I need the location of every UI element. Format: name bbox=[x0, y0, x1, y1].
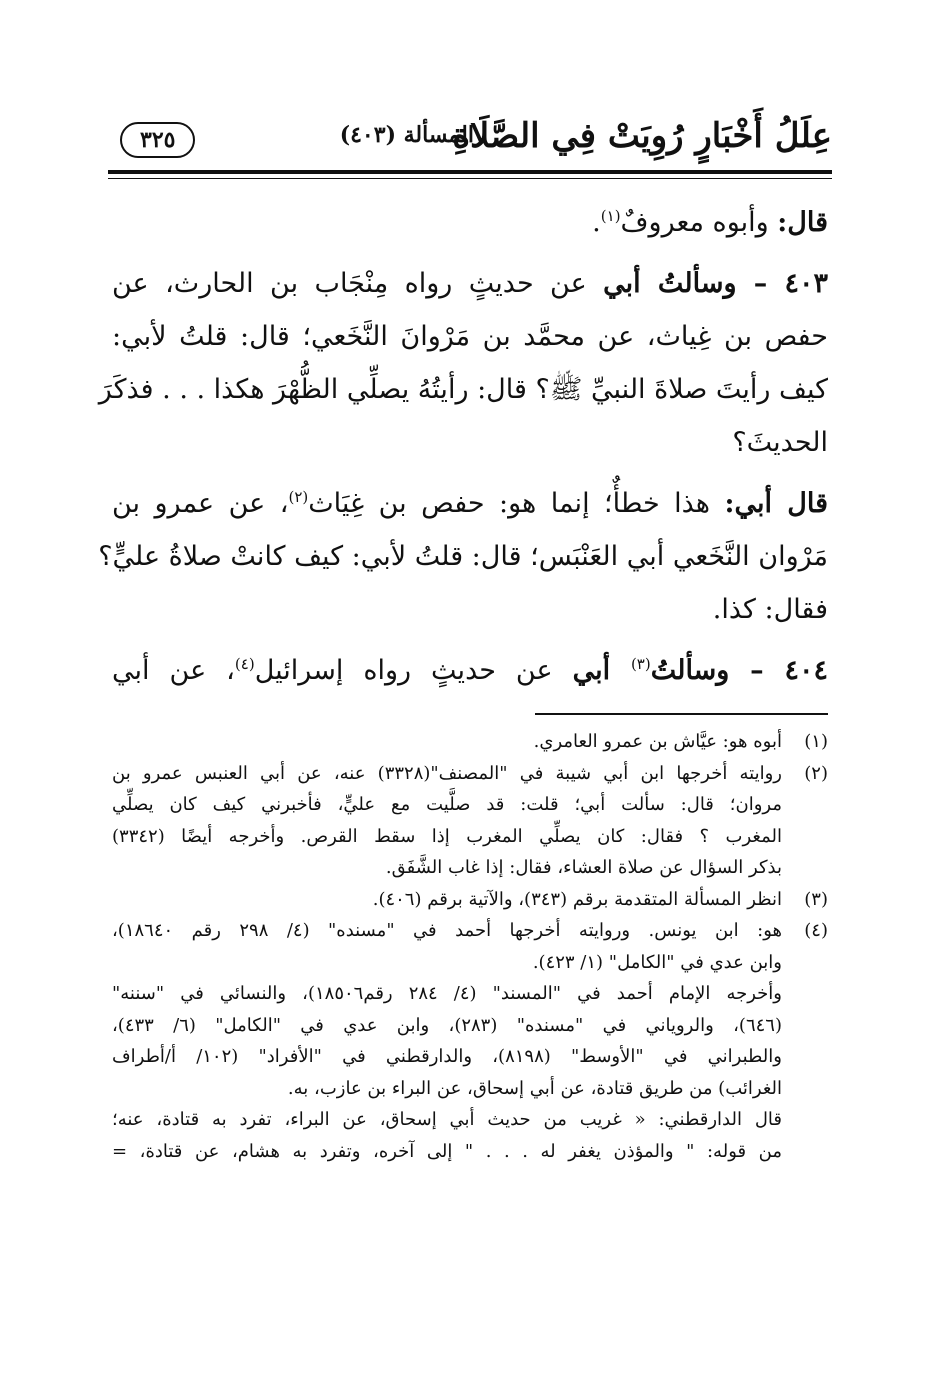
paragraph-403 bbox=[98, 257, 828, 469]
text-span: عن حديثٍ رواه إسرائيل bbox=[254, 655, 573, 686]
text-line bbox=[112, 257, 828, 310]
text-line bbox=[112, 196, 828, 249]
footnote-number: (٣) bbox=[804, 888, 828, 910]
footnote-line: أبوه هو: عيَّاش بن عمرو العامري. bbox=[533, 731, 782, 752]
text-line: مَرْوان النَّخَعي أبي العَنْبَس؛ قال: قلتُ لأبي: كيف كانتْ صلاةُ عليٍّ؟ bbox=[98, 541, 828, 572]
footnote-4 bbox=[112, 915, 828, 1167]
footnote-line: بذكر السؤال عن صلاة العشاء، فقال: إذا غاب الشَّفَق. bbox=[385, 857, 782, 878]
text-span: عن حديثٍ رواه مِنْجَاب بن الحارث، عن bbox=[112, 268, 604, 299]
text-line: فقال: كذا. bbox=[712, 594, 828, 625]
footnote-ref: (٣) bbox=[630, 655, 651, 673]
footnote-line: هو: ابن يونس. وروايته أخرجها أحمد في "مسنده" (٤/ ٢٩٨ رقم ١٨٦٤٠)، bbox=[112, 920, 782, 941]
footnote-ref: (٢) bbox=[288, 488, 309, 506]
footnotes bbox=[112, 726, 828, 1167]
speaker-label: قال أبي: bbox=[724, 488, 828, 519]
main-text bbox=[98, 196, 828, 705]
header-rule-thick bbox=[108, 170, 832, 174]
footnote-line: مروان؛ قال: سألت أبي؛ قلت: قد صلَّيت مع عليٍّ، فأخبرني كيف كان يصلِّي bbox=[112, 794, 782, 815]
question-number: ٤٠٤ – وسألتُ bbox=[650, 655, 828, 686]
text-line: الحديثَ؟ bbox=[732, 427, 828, 458]
text-span: ، عن عمرو بن bbox=[112, 488, 289, 519]
footnote-1 bbox=[112, 726, 828, 758]
footnote-line: قال الدارقطني: « غريب من حديث أبي إسحاق، عن البراء، تفرد به قتادة، عنه؛ bbox=[112, 1109, 782, 1130]
text-line bbox=[112, 477, 828, 530]
running-header bbox=[108, 112, 832, 172]
book-title: عِلَلُ أَخْبَارٍ رُوِيَتْ فِي الصَّلَاةِ bbox=[452, 116, 832, 156]
footnote-line: الغرائب) من طريق قتادة، عن أبي إسحاق، عن البراء بن عازب، به. bbox=[287, 1077, 782, 1099]
text-span: . bbox=[592, 207, 601, 238]
paragraph-1 bbox=[112, 196, 828, 249]
paragraph-answer bbox=[98, 477, 828, 636]
text-span: هذا خطأٌ؛ إنما هو: حفص بن غِيَاث bbox=[308, 488, 725, 519]
footnote-line: المغرب ؟ فقال: كان يصلِّي المغرب إذا سقط القرص. وأخرجه أيضًا (٣٣٤٢) bbox=[112, 825, 782, 847]
footnote-line: والطبراني في "الأوسط" (٨١٩٨)، والدارقطني في "الأفراد" (١٠٢/ أ/أطراف bbox=[112, 1046, 782, 1067]
footnote-number: (١) bbox=[804, 731, 828, 752]
footnote-line: من قوله: " والمؤذن يغفر له . . . " إلى آخره، وتفرد به هشام، عن قتادة، = bbox=[112, 1140, 782, 1162]
footnote-line: وابن عدي في "الكامل" (١/ ٤٢٣). bbox=[532, 951, 782, 973]
paragraph-404 bbox=[112, 644, 828, 697]
footnote-number: (٢) bbox=[804, 762, 828, 784]
footnote-line: روايته أخرجها ابن أبي شيبة في "المصنف"(٣٣٢٨) عنه، عن أبي العنبس عمرو بن bbox=[112, 762, 782, 784]
footnote-ref: (١) bbox=[600, 207, 621, 225]
masala-label: المسألة (٤٠٣) bbox=[339, 122, 474, 148]
text-span: وأبوه معروفٌ bbox=[620, 207, 778, 238]
text-span: ، عن أبي bbox=[112, 655, 235, 686]
header-rule-thin bbox=[108, 178, 832, 179]
footnote-2 bbox=[112, 758, 828, 884]
footnote-3 bbox=[112, 884, 828, 916]
text-line: كيف رأيتَ صلاةَ النبيِّ ﷺ؟ قال: رأيتُهُ يصلِّي الظُّهْرَ هكذا . . . فذكَرَ bbox=[98, 374, 828, 405]
text-line bbox=[112, 644, 828, 697]
question-number: ٤٠٣ – وسألتُ أبي bbox=[603, 268, 828, 299]
text-line: حفص بن غِياث، عن محمَّد بن مَرْوانَ النَّخَعي؛ قال: قلتُ لأبي: bbox=[112, 321, 828, 352]
footnote-line: انظر المسألة المتقدمة برقم (٣٤٣)، والآتية برقم (٤٠٦). bbox=[372, 888, 782, 910]
speaker-label: أبي bbox=[572, 655, 631, 686]
footnote-ref: (٤) bbox=[234, 655, 255, 673]
footnote-separator bbox=[535, 713, 828, 715]
footnote-line: (٦٤٦)، والروياني في "مسنده" (٢٨٣)، وابن عدي في "الكامل" (٦/ ٤٣٣)، bbox=[112, 1014, 782, 1036]
speaker-label: قال: bbox=[777, 207, 828, 238]
footnote-number: (٤) bbox=[804, 920, 828, 941]
footnote-line: وأخرجه الإمام أحمد في "المسند" (٤/ ٢٨٤ رقم١٨٥٠٦)، والنسائي في "سننه" bbox=[112, 983, 782, 1004]
page-number: ٣٢٥ bbox=[120, 122, 195, 158]
